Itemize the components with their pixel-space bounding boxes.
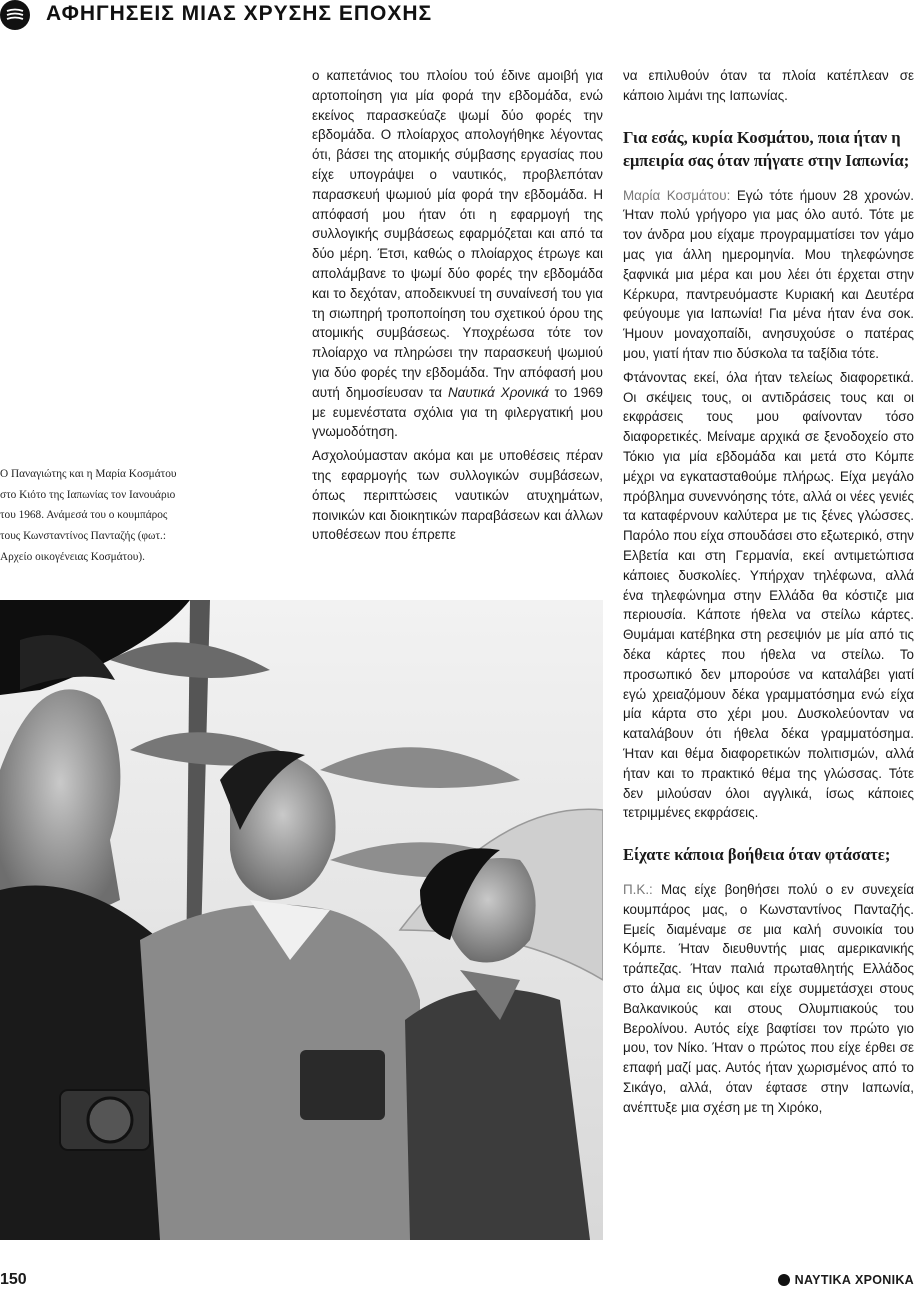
brand-name: ΝΑΥΤΙΚΑ ΧΡΟΝΙΚΑ xyxy=(794,1273,914,1287)
answer-paragraph: Φτάνοντας εκεί, όλα ήταν τελείως διαφορετικά. Οι σκέψεις τους, οι αντιδράσεις τους και οι εκφράσεις τους μου φαίνονταν τόσο διαφορετικές. Μείναμε αρχικά σε ξενοδοχείο στο Τόκιο για μία εβδομάδα και μετά στο Κόμπε μέχρι να εγκατασταθούμε πλήρως. Είχα μεγάλο πρόβλημα συνεννόησης τότε, αλλά οι νέες γενιές τα καταφέρνουν καλύτερα με τις ξένες γλώσσες. Παρόλο που είχα σπουδάσει στο εξωτερικό, στην Ελβετία και στη Γερμανία, εκεί αντιμετώπισα κάποιες δυσκολίες. Υπήρχαν τηλέφωνα, αλλά ένα τηλεφώνημα στην Ελλάδα θα κόστιζε μια περιουσία. Κάποτε ήθελα να στείλω κάρτες. Θυμάμαι κατέβηκα στη ρεσεψιόν με μία από τις δέκα κάρτες που ήθελα να στείλω. Το προσωπικό δεν μπορούσε να καταλάβει γιατί εγώ χρειαζόμουν δέκα γραμματόσημα ενώ είχα μία κάρτα στο χέρι μου. Δυσκολεύονταν να καταλάβουν ότι ήθελα δέκα γραμματόσημα. Ήταν και θέμα διαφορετικών πολιτισμών, αλλά ήταν και το πρακτικό θέμα της γλώσσας. Τότε δεν μιλούσαν όλοι αγγλικά, ίσως κάποιες τετριμμένες εκφράσεις. xyxy=(623,369,914,821)
archival-photo xyxy=(0,600,603,1240)
section-title: ΑΦΗΓΗΣΕΙΣ ΜΙΑΣ ΧΡΥΣΗΣ ΕΠΟΧΗΣ xyxy=(46,2,433,25)
speaker-label: Π.Κ.: xyxy=(623,882,653,898)
photo-caption: Ο Παναγιώτης και η Μαρία Κοσμάτου στο Κιότο της Ιαπωνίας τον Ιανουάριο του 1968. Ανάμεσά του ο κουμπάρος τους Κωνσταντίνος Πανταζής (φωτ.: Αρχείο οικογένειας Κοσμάτου). xyxy=(0,468,177,563)
paragraph: να επιλυθούν όταν τα πλοία κατέπλεαν σε κάποιο λιμάνι της Ιαπωνίας. xyxy=(623,68,914,103)
answer-paragraph: Μαρία Κοσμάτου: Εγώ τότε ήμουν 28 χρονών. Ήταν πολύ γρήγορο για μας όλο αυτό. Τότε με τον άνδρα μου είχαμε προγραμματίσει τον γάμο μας για άλλη ημερομηνία. Μου τηλεφώνησε ξαφνικά μια μέρα και μου λέει ότι έρχεται στην Κέρκυρα, παντρευόμαστε Κυριακή και Δευτέρα φεύγουμε για Ιαπωνία! Για μένα ήταν ένα σοκ. Ήμουν μοναχοπαίδι, ανησυχούσε ο πατέρας μου, γιατί ήταν πιο δύσκολα τα ταξίδια τότε. xyxy=(623,187,914,361)
page-number: 150 xyxy=(0,1271,27,1288)
magazine-name: Ναυτικά Χρονικά xyxy=(447,384,549,400)
speaker-label: Μαρία Κοσμάτου: xyxy=(623,187,731,203)
middle-column xyxy=(312,66,603,549)
magazine-logo-icon xyxy=(0,0,30,30)
question-heading: Είχατε κάποια βοήθεια όταν φτάσατε; xyxy=(623,845,891,865)
paragraph: ο καπετάνιος του πλοίου τού έδινε αμοιβή για αρτοποίηση για μία φορά την εβδομάδα, ενώ εκείνος παρασκεύαζε ψωμί δύο φορές την εβδομάδα. Ο πλοίαρχος απολογήθηκε λέγοντας ότι, βάσει της ατομικής σύμβασης εργασίας που είχε υπογράψει ο ναυτικός, προβλεπόταν παρασκευή ψωμιού μία φορά την εβδομάδα. Η απόφασή μου ήταν ότι η εφαρμογή της συλλογικής συμβάσεως εφαρμόζεται και από τα δύο μέρη. Έτσι, καθώς ο πλοίαρχος έτρωγε και απολάμβανε το ψωμί δύο φορές την εβδομάδα και το δεχόταν, αποδεικνυεί τη συναίνεσή του για τη σιωπηρή τροποποίηση του σχετικού όρου της ατομικής συμβάσεως. Υποχρέωσα τότε τον πλοίαρχο να πληρώσει την παρασκευή ψωμιού για δύο φορές την εβδομάδα. Την απόφασή μου αυτή δημοσίευσαν τα Ναυτικά Χρονικά το 1969 με ευμενέστατα σχόλια για τη φιλεργατική μου γνωμοδότηση. xyxy=(312,68,603,440)
brand-logo-icon xyxy=(778,1274,790,1286)
answer-paragraph: Π.Κ.: Μας είχε βοηθήσει πολύ ο εν συνεχεία κουμπάρος μας, ο Κωνσταντίνος Πανταζής. Εμείς διαμέναμε σε μια καλή συνοικία του Κόμπε. Ήταν διευθυντής μιας αμερικανικής τράπεζας. Ήταν παλιά πρωταθλητής Ελλάδος στο άλμα εις ύψος και είχε συμμετάσχει στους Βαλκανικούς και στους Ολυμπιακούς του Βερολίνου. Αυτός είχε βαφτίσει τον πρώτο γιο μου, τον Νίκο. Ήταν ο πρώτος που είχε έρθει σε επαφή μαζί μας. Αυτός ήταν χωρισμένος από το Σικάγο, αλλά, όταν έφτασε στην Ιαπωνία, ανέπτυξε μια σχέση με τη Χιρόκο, xyxy=(623,882,914,1115)
paragraph: Ασχολούμασταν ακόμα και με υποθέσεις πέραν της εφαρμογής των συλλογικών συμβάσεων, όπως περιπτώσεις ναυτικών ατυχημάτων, ποινικών και διοικητικών παραβάσεων και άλλων υποθέσεων που έπρεπε xyxy=(312,448,603,543)
brand-footer xyxy=(778,1273,914,1287)
right-column xyxy=(623,66,914,1122)
question-heading: Για εσάς, κυρία Κοσμάτου, ποια ήταν η εμπειρία σας όταν πήγατε στην Ιαπωνία; xyxy=(623,127,910,170)
